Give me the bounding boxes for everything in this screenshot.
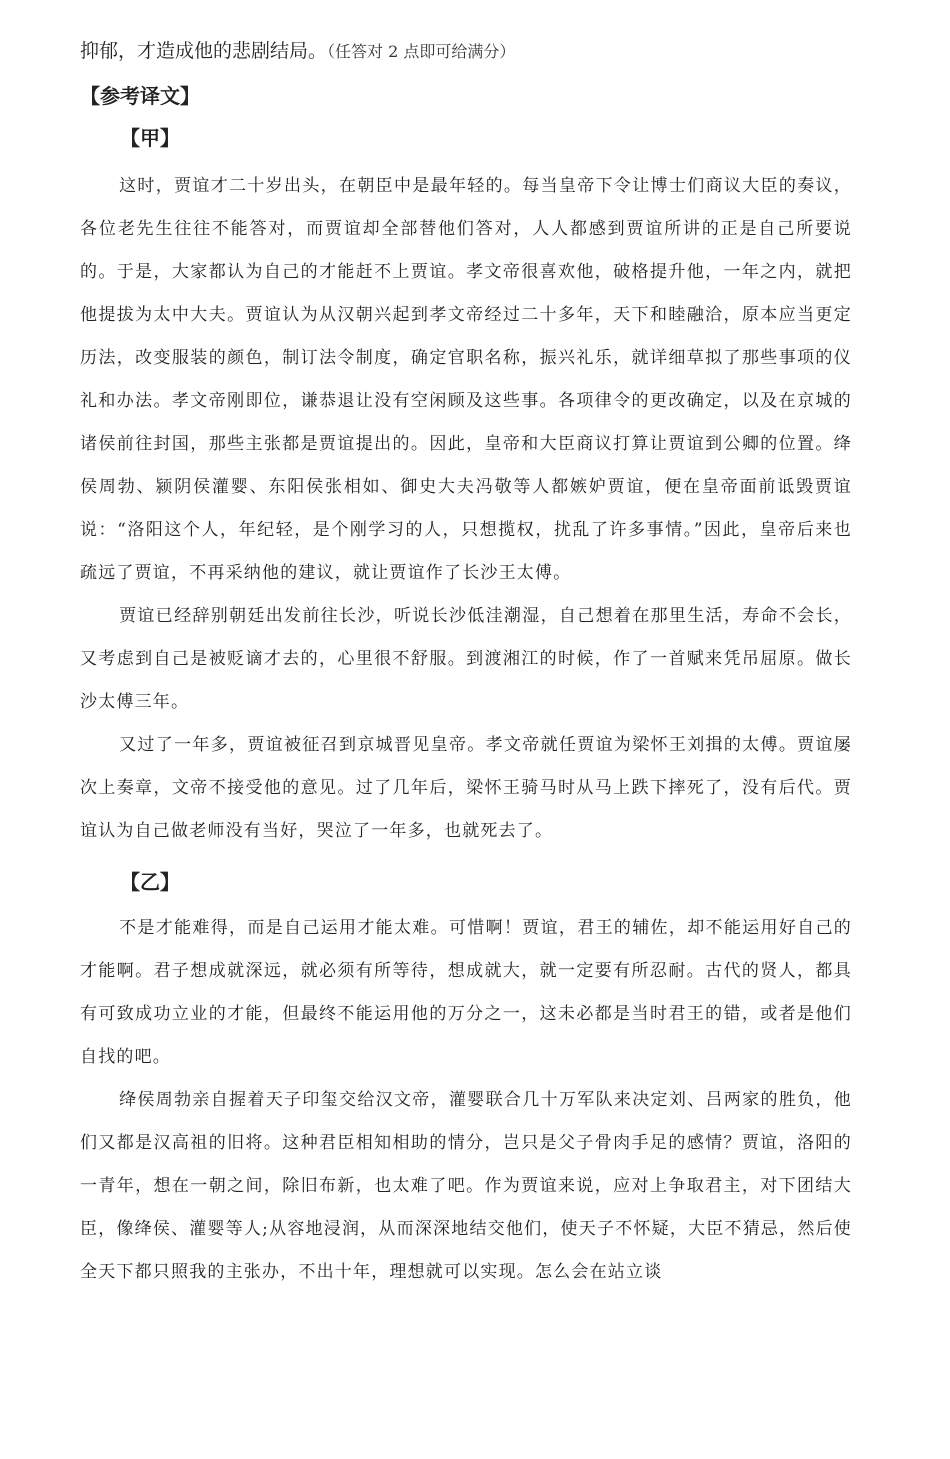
answer-continuation-line — [80, 38, 852, 65]
scoring-note: （任答对 2 点即可给满分） — [327, 42, 516, 61]
jia-paragraph: 这时，贾谊才二十岁出头，在朝臣中是最年轻的。每当皇帝下令让博士们商议大臣的奏议，各位老先生往往不能答对，而贾谊却全部替他们答对，人人都感到贾谊所讲的正是自己所要说的。于是，大家都认为自己的才能赶不上贾谊。孝文帝很喜欢他，破格提升他，一年之内，就把他提拔为太中大夫。贾谊认为从汉朝兴起到孝文帝经过二十多年，天下和睦融洽，原本应当更定历法，改变服装的颜色，制订法令制度，确定官职名称，振兴礼乐，就详细草拟了那些事项的仪礼和办法。孝文帝刚即位，谦恭退让没有空闲顾及这些事。各项律令的更改确定，以及在京城的诸侯前往封国，那些主张都是贾谊提出的。因此，皇帝和大臣商议打算让贾谊到公卿的位置。绛侯周勃、颍阴侯灌婴、东阳侯张相如、御史大夫冯敬等人都嫉妒贾谊，便在皇帝面前诋毁贾谊说：“洛阳这个人，年纪轻，是个刚学习的人，只想揽权，扰乱了许多事情。”因此，皇帝后来也疏远了贾谊，不再采纳他的建议，就让贾谊作了长沙王太傅。 — [80, 176, 852, 583]
section-yi-title: 【乙】 — [120, 870, 180, 894]
document-page — [80, 0, 852, 1294]
jia-paragraph: 又过了一年多，贾谊被征召到京城晋见皇帝。孝文帝就任贾谊为梁怀王刘揖的太傅。贾谊屡次上奏章，文帝不接受他的意见。过了几年后，梁怀王骑马时从马上跌下摔死了，没有后代。贾谊认为自己做老师没有当好，哭泣了一年多，也就死去了。 — [80, 735, 852, 841]
section-jia-title: 【甲】 — [120, 126, 180, 150]
jia-paragraph: 贾谊已经辞别朝廷出发前往长沙，听说长沙低洼潮湿，自己想着在那里生活，寿命不会长，又考虑到自己是被贬谪才去的，心里很不舒服。到渡湘江的时候，作了一首赋来凭吊屈原。做长沙太傅三年。 — [80, 606, 852, 712]
yi-paragraph: 绛侯周勃亲自握着天子印玺交给汉文帝，灌婴联合几十万军队来决定刘、吕两家的胜负，他们又都是汉高祖的旧将。这种君臣相知相助的情分，岂只是父子骨肉手足的感情？贾谊，洛阳的一青年，想在一朝之间，除旧布新，也太难了吧。作为贾谊来说，应对上争取君主，对下团结大臣，像绛侯、灌婴等人;从容地浸润，从而深深地结交他们，使天子不怀疑，大臣不猜忌，然后使全天下都只照我的主张办，不出十年，理想就可以实现。怎么会在站立谈 — [80, 1090, 852, 1282]
reference-translation-heading: 【参考译文】 — [80, 84, 200, 108]
yi-paragraph: 不是才能难得，而是自己运用才能太难。可惜啊！贾谊，君王的辅佐，却不能运用好自己的才能啊。君子想成就深远，就必须有所等待，想成就大，就一定要有所忍耐。古代的贤人，都具有可致成功立业的才能，但最终不能运用他的万分之一，这未必都是当时君王的错，或者是他们自找的吧。 — [80, 918, 852, 1067]
answer-text: 抑郁，才造成他的悲剧结局。 — [80, 40, 328, 62]
